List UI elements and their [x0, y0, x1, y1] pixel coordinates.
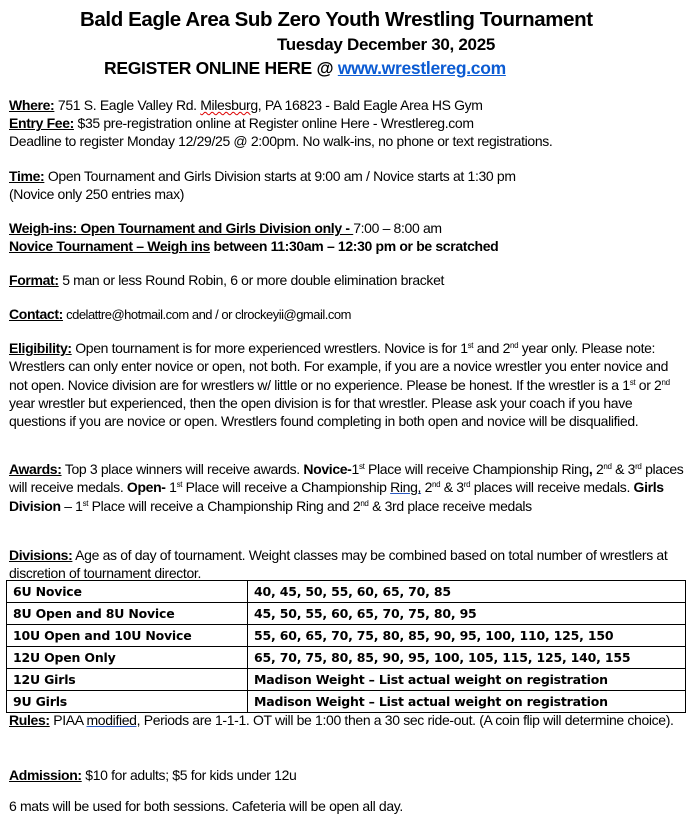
admission-label: Admission:: [9, 767, 82, 783]
eligibility-text: Open tournament is for more experienced wrestlers. Novice is for 1: [71, 340, 468, 356]
eligibility-text: year only. Please note: Wrestlers can only enter novice or open, not both. For example, if you are a novice wrestler you enter novice and not open. Novice division are for wrestlers w/ little or no experience. Please be honest. If the wrestler is a 1: [9, 340, 669, 393]
superscript: nd: [360, 498, 369, 508]
division-cell: 9U Girls: [7, 691, 248, 713]
awards-text: – 1: [60, 497, 83, 514]
superscript: st: [358, 462, 365, 471]
awards-text: Place will receive Championship Ring: [364, 461, 589, 477]
time-note: (Novice only 250 entries max): [9, 186, 185, 203]
weigh-ins-section: [9, 219, 685, 256]
contact-text: cdelattre@hotmail.com and / or clrockeyii@gmail.com: [62, 307, 351, 322]
superscript: nd: [510, 341, 519, 350]
weights-cell: 65, 70, 75, 80, 85, 90, 95, 100, 105, 115, 125, 140, 155: [248, 647, 686, 669]
table-row: [7, 647, 686, 669]
superscript: rd: [463, 480, 471, 490]
rules-text: PIAA: [49, 712, 87, 728]
rules-modified-word: modified,: [86, 712, 141, 728]
where-label: Where:: [9, 97, 55, 113]
eligibility-text: year wrestler but experienced, then the open division is for that wrestler. Please ask your coach if you have questions if you are novice or open. Wrestlers found completing in both open and novice will be disqualified.: [9, 394, 639, 430]
contact-section: [9, 305, 685, 324]
weights-cell: 55, 60, 65, 70, 75, 80, 85, 90, 95, 100, 110, 125, 150: [248, 625, 686, 647]
where-text: 751 S. Eagle Valley Rd.: [54, 97, 201, 113]
superscript: rd: [635, 462, 642, 471]
divisions-label: Divisions:: [9, 547, 73, 563]
divisions-table: [6, 580, 686, 713]
awards-text: & 3: [611, 461, 636, 477]
division-cell: 12U Open Only: [7, 647, 248, 669]
format-section: [9, 271, 685, 289]
register-line: [104, 58, 506, 79]
superscript: st: [82, 498, 89, 508]
superscript: nd: [603, 462, 612, 471]
deadline-text: Deadline to register Monday 12/29/25 @ 2:00pm. No walk-ins, no phone or text registrations.: [9, 133, 553, 150]
time-label: Time:: [9, 168, 45, 184]
superscript: st: [176, 480, 183, 490]
awards-text: 1: [351, 461, 359, 477]
rules-text: Periods are 1-1-1. OT will be 1:00 then a 30 sec ride-out. (A coin flip will determine choice).: [140, 712, 674, 728]
entry-fee-section: [9, 114, 685, 151]
novice-weigh-ins-label: Novice Tournament – Weigh ins: [9, 238, 210, 255]
rules-label: Rules:: [9, 712, 50, 728]
awards-text: 1: [165, 479, 177, 496]
format-label: Format:: [9, 272, 59, 288]
awards-text: places will receive medals.: [9, 461, 684, 496]
weights-cell: Madison Weight – List actual weight on registration: [248, 669, 686, 691]
entry-fee-label: Entry Fee:: [9, 115, 74, 131]
admission-text: $10 for adults; $5 for kids under 12u: [81, 767, 297, 783]
awards-text: 2: [421, 479, 433, 496]
superscript: st: [629, 377, 636, 387]
awards-text: 2: [592, 461, 604, 477]
division-cell: 10U Open and 10U Novice: [7, 625, 248, 647]
table-row: [7, 603, 686, 625]
divisions-section: [9, 546, 685, 583]
register-prefix: REGISTER ONLINE HERE @: [104, 58, 338, 78]
weights-cell: Madison Weight – List actual weight on registration: [248, 691, 686, 713]
where-misspelled-word: Milesburg: [200, 97, 258, 113]
time-text: Open Tournament and Girls Division starts at 9:00 am / Novice starts at 1:30 pm: [44, 168, 516, 184]
awards-text: Top 3 place winners will receive awards.: [61, 461, 304, 477]
eligibility-text: or 2: [635, 376, 662, 393]
awards-ring-word: Ring,: [390, 479, 422, 496]
weights-cell: 40, 45, 50, 55, 60, 65, 70, 85: [248, 581, 686, 603]
tournament-title: Bald Eagle Area Sub Zero Youth Wrestling Tournament: [80, 8, 593, 31]
division-cell: 8U Open and 8U Novice: [7, 603, 248, 625]
where-section: [9, 96, 685, 114]
admission-section: [9, 766, 685, 784]
entry-fee-text: $35 pre-registration online at Register online Here - Wrestlereg.com: [73, 115, 474, 131]
novice-weigh-ins-text: between 11:30am – 12:30 pm or be scratched: [209, 238, 499, 255]
awards-text: & 3rd place receive medals: [368, 497, 532, 514]
division-cell: 12U Girls: [7, 669, 248, 691]
awards-text: places will receive medals.: [470, 479, 634, 496]
eligibility-section: [9, 339, 685, 430]
division-cell: 6U Novice: [7, 581, 248, 603]
weigh-ins-open-time: 7:00 – 8:00 am: [353, 220, 442, 236]
table-row: [7, 581, 686, 603]
awards-text: ,: [588, 461, 593, 477]
tournament-date: Tuesday December 30, 2025: [276, 35, 496, 54]
awards-novice: Novice-: [303, 461, 352, 477]
footer-note: 6 mats will be used for both sessions. Cafeteria will be open all day.: [9, 798, 403, 814]
rules-section: [9, 710, 685, 731]
awards-text: & 3: [440, 479, 464, 496]
awards-text: Place will receive a Championship Ring and 2: [88, 497, 361, 514]
time-section: [9, 167, 685, 204]
table-row: [7, 625, 686, 647]
awards-label: Awards:: [9, 461, 62, 477]
awards-open: Open-: [126, 479, 166, 496]
superscript: nd: [661, 377, 670, 387]
awards-section: [9, 460, 685, 515]
divisions-text: Age as of day of tournament. Weight classes may be combined based on total number of wrestlers at discretion of tournament director.: [9, 547, 668, 582]
format-text: 5 man or less Round Robin, 6 or more double elimination bracket: [58, 272, 445, 288]
weights-cell: 45, 50, 55, 60, 65, 70, 75, 80, 95: [248, 603, 686, 625]
superscript: st: [467, 341, 474, 350]
table-row: [7, 669, 686, 691]
superscript: nd: [432, 480, 441, 490]
awards-text: Place will receive a Championship: [182, 479, 391, 496]
weigh-ins-label: Weigh-ins: Open Tournament and Girls Division only -: [9, 220, 354, 236]
register-link[interactable]: www.wrestlereg.com: [337, 58, 506, 78]
eligibility-label: Eligibility:: [9, 340, 72, 356]
contact-label: Contact:: [9, 306, 63, 322]
eligibility-text: and 2: [473, 340, 511, 356]
where-text-end: , PA 16823 - Bald Eagle Area HS Gym: [257, 97, 483, 113]
awards-girls: Girls Division: [9, 479, 664, 514]
